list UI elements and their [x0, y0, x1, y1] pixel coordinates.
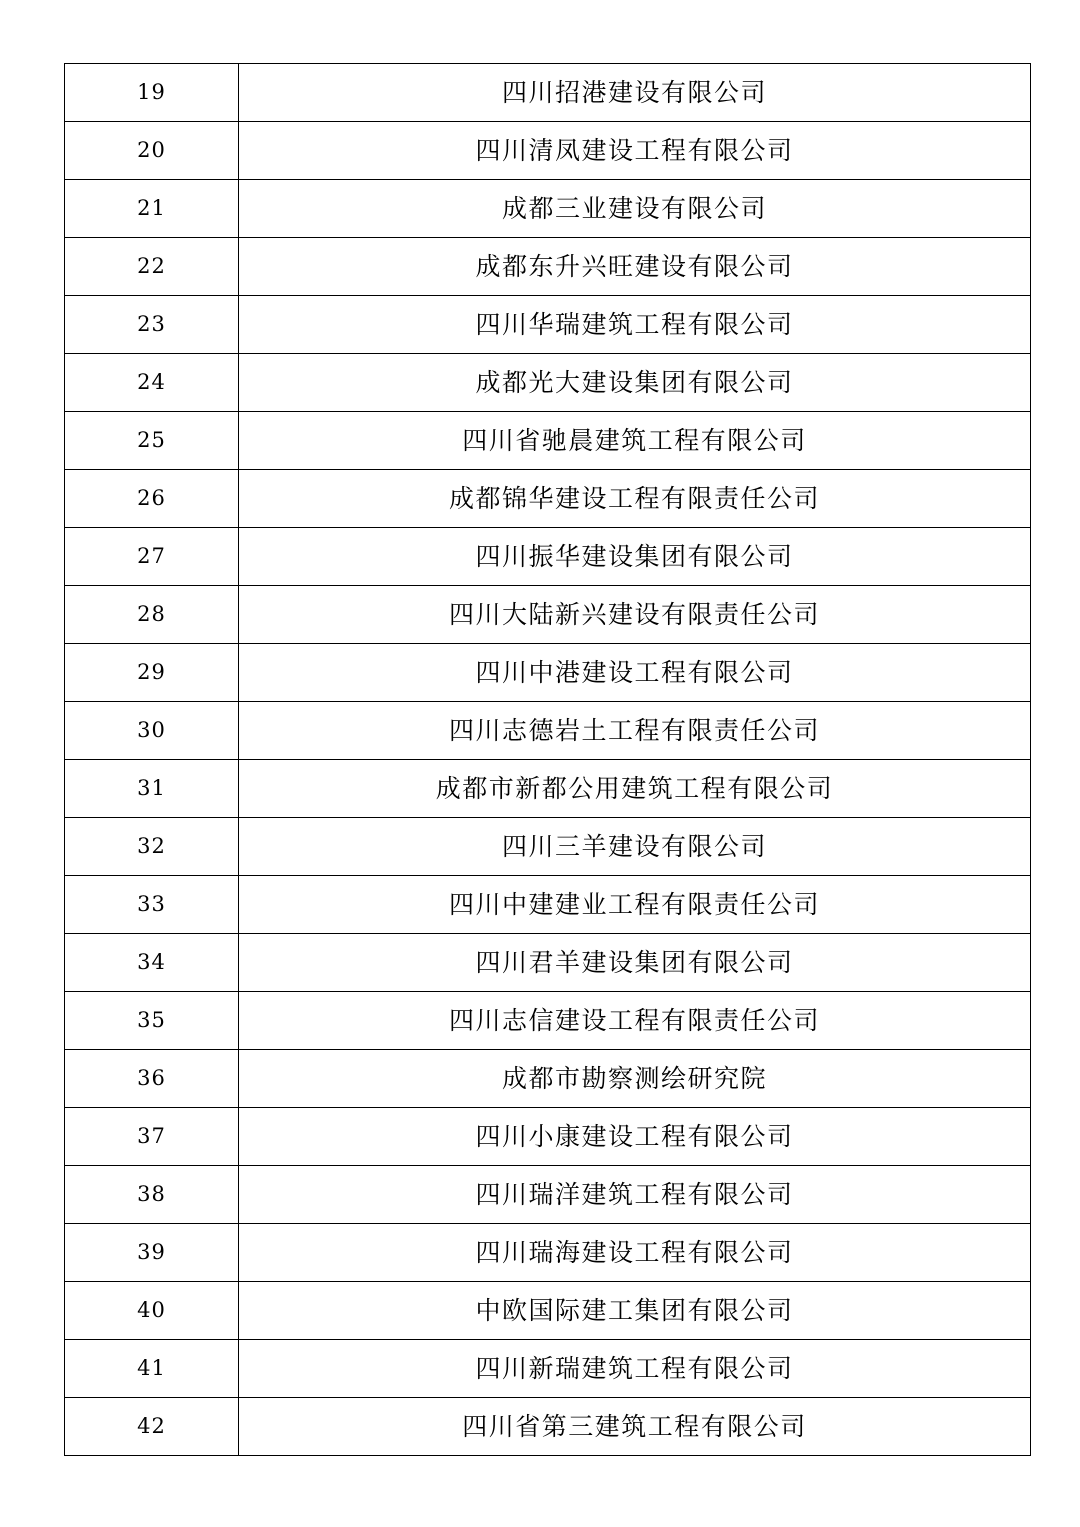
company-list-table-container	[64, 63, 1030, 1456]
row-index-cell: 26	[65, 470, 239, 528]
company-name-cell: 中欧国际建工集团有限公司	[239, 1282, 1031, 1340]
row-index-cell: 29	[65, 644, 239, 702]
row-index-cell: 42	[65, 1398, 239, 1456]
table-row	[65, 644, 1031, 702]
row-index-cell: 24	[65, 354, 239, 412]
table-row	[65, 470, 1031, 528]
company-name-cell: 四川中港建设工程有限公司	[239, 644, 1031, 702]
table-row	[65, 1108, 1031, 1166]
table-row	[65, 238, 1031, 296]
row-index-cell: 31	[65, 760, 239, 818]
company-name-cell: 四川小康建设工程有限公司	[239, 1108, 1031, 1166]
table-row	[65, 1166, 1031, 1224]
table-row	[65, 412, 1031, 470]
row-index-cell: 27	[65, 528, 239, 586]
company-name-cell: 四川中建建业工程有限责任公司	[239, 876, 1031, 934]
table-row	[65, 1282, 1031, 1340]
company-name-cell: 成都锦华建设工程有限责任公司	[239, 470, 1031, 528]
row-index-cell: 39	[65, 1224, 239, 1282]
row-index-cell: 23	[65, 296, 239, 354]
row-index-cell: 21	[65, 180, 239, 238]
row-index-cell: 30	[65, 702, 239, 760]
row-index-cell: 35	[65, 992, 239, 1050]
table-row	[65, 122, 1031, 180]
row-index-cell: 25	[65, 412, 239, 470]
table-row	[65, 180, 1031, 238]
company-name-cell: 四川省驰晨建筑工程有限公司	[239, 412, 1031, 470]
row-index-cell: 22	[65, 238, 239, 296]
row-index-cell: 32	[65, 818, 239, 876]
table-row	[65, 992, 1031, 1050]
row-index-cell: 28	[65, 586, 239, 644]
table-row	[65, 702, 1031, 760]
company-name-cell: 四川招港建设有限公司	[239, 64, 1031, 122]
company-name-cell: 四川清凤建设工程有限公司	[239, 122, 1031, 180]
company-name-cell: 四川志信建设工程有限责任公司	[239, 992, 1031, 1050]
company-name-cell: 四川志德岩土工程有限责任公司	[239, 702, 1031, 760]
company-list-table	[64, 63, 1031, 1456]
row-index-cell: 36	[65, 1050, 239, 1108]
table-row	[65, 876, 1031, 934]
company-name-cell: 成都市勘察测绘研究院	[239, 1050, 1031, 1108]
company-name-cell: 四川振华建设集团有限公司	[239, 528, 1031, 586]
company-name-cell: 成都市新都公用建筑工程有限公司	[239, 760, 1031, 818]
table-row	[65, 1398, 1031, 1456]
table-row	[65, 586, 1031, 644]
company-name-cell: 成都东升兴旺建设有限公司	[239, 238, 1031, 296]
table-row	[65, 1340, 1031, 1398]
company-name-cell: 四川君羊建设集团有限公司	[239, 934, 1031, 992]
company-name-cell: 四川新瑞建筑工程有限公司	[239, 1340, 1031, 1398]
table-row	[65, 354, 1031, 412]
table-row	[65, 528, 1031, 586]
row-index-cell: 34	[65, 934, 239, 992]
row-index-cell: 40	[65, 1282, 239, 1340]
row-index-cell: 38	[65, 1166, 239, 1224]
row-index-cell: 41	[65, 1340, 239, 1398]
table-row	[65, 760, 1031, 818]
company-name-cell: 成都光大建设集团有限公司	[239, 354, 1031, 412]
company-name-cell: 四川大陆新兴建设有限责任公司	[239, 586, 1031, 644]
table-row	[65, 296, 1031, 354]
table-body	[65, 64, 1031, 1456]
row-index-cell: 37	[65, 1108, 239, 1166]
company-name-cell: 四川瑞洋建筑工程有限公司	[239, 1166, 1031, 1224]
row-index-cell: 20	[65, 122, 239, 180]
row-index-cell: 19	[65, 64, 239, 122]
table-row	[65, 934, 1031, 992]
company-name-cell: 四川华瑞建筑工程有限公司	[239, 296, 1031, 354]
company-name-cell: 成都三业建设有限公司	[239, 180, 1031, 238]
table-row	[65, 64, 1031, 122]
row-index-cell: 33	[65, 876, 239, 934]
table-row	[65, 1224, 1031, 1282]
company-name-cell: 四川三羊建设有限公司	[239, 818, 1031, 876]
table-row	[65, 1050, 1031, 1108]
table-row	[65, 818, 1031, 876]
company-name-cell: 四川省第三建筑工程有限公司	[239, 1398, 1031, 1456]
company-name-cell: 四川瑞海建设工程有限公司	[239, 1224, 1031, 1282]
